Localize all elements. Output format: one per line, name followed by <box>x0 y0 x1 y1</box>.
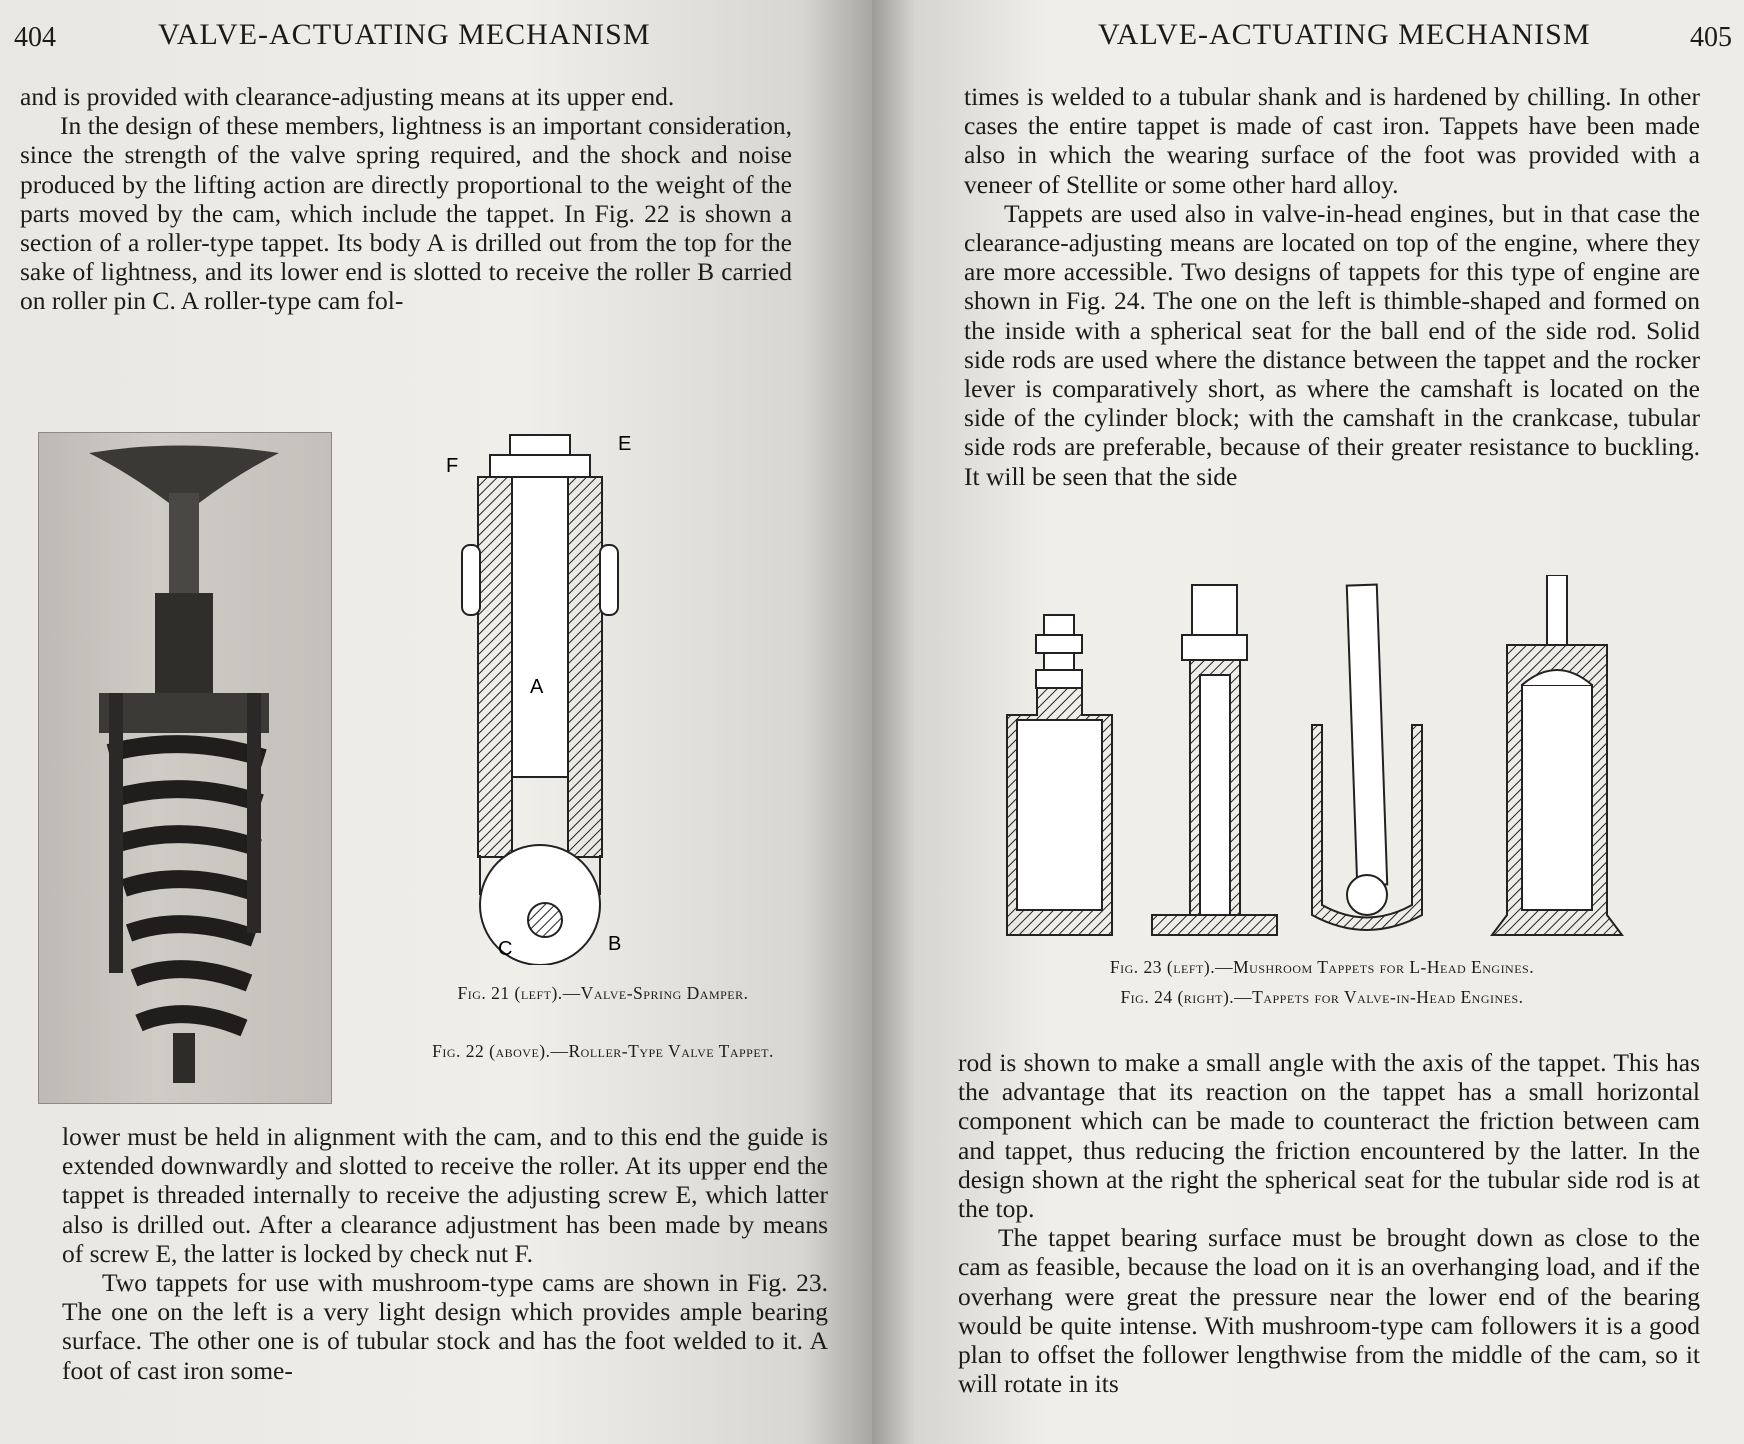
label-f: F <box>446 455 459 477</box>
right-bottom-text <box>958 1048 1700 1398</box>
paragraph: and is provided with clearance-adjusting means at its upper end. <box>20 82 675 111</box>
paragraph: rod is shown to make a small angle with the axis of the tappet. This has the advantage that its reaction on the tappet has a small horizontal component which can be made to counteract the friction between cam and tappet, thus reducing the friction encountered by the latter. In the design shown at the right the spherical seat for the tubular side rod is at the top. <box>958 1048 1700 1224</box>
running-head: VALVE-ACTUATING MECHANISM <box>158 18 651 51</box>
label-e: E <box>618 433 632 455</box>
left-bottom-text <box>62 1122 828 1385</box>
page-number: 405 <box>1690 22 1732 53</box>
right-page <box>872 0 1744 1444</box>
figure-22-caption: Fig. 22 (above).—Roller-Type Valve Tappet. <box>432 1041 774 1061</box>
paragraph: Tappets are used also in valve-in-head engines, but in that case the clearance-adjusting means are located on top of the engine, where they are more accessible. Two designs of tappets for this type of engine are shown in Fig. 24. The one on the left is thimble-shaped and formed on the inside with a spherical seat for the ball end of the side rod. Solid side rods are used where the distance between the tappet and the rocker lever is comparatively short, as where the camshaft is located on the side of the cylinder block; with the camshaft in the crankcase, tubular side rods are preferable, because of their greater resistance to buckling. It will be seen that the side <box>964 198 1700 491</box>
paragraph: The tappet bearing surface must be brought down as close to the cam as feasible, because the load on it is an overhanging load, and if the overhang were great the pressure near the lower end of the bearing would be quite intense. With mushroom-type cam followers it is a good plan to offset the follower lengthwise from the middle of the cam, so it will rotate in its <box>958 1223 1700 1399</box>
paragraph: lower must be held in alignment with the cam, and to this end the guide is extended downwardly and slotted to receive the roller. At its upper end the tappet is threaded internally to receive the adjusting screw E, which latter also is drilled out. After a clearance adjustment has been made by means of screw E, the latter is locked by check nut F. <box>62 1122 828 1268</box>
label-c: C <box>498 938 513 960</box>
paragraph: In the design of these members, lightness is an important consideration, since the strength of the valve spring required, and the shock and noise produced by the lifting action are directly proportional to the weight of the parts moved by the cam, which include the tappet. In Fig. 22 is shown a section of a roller-type tappet. Its body A is drilled out from the top for the sake of lightness, and its lower end is slotted to receive the roller B carried on roller pin C. A roller-type cam fol- <box>20 111 792 316</box>
left-top-text <box>20 82 792 316</box>
valve-spring-damper-photo <box>38 432 332 1104</box>
label-a: A <box>530 676 544 698</box>
right-top-text <box>964 82 1700 491</box>
valve-spring-damper-illustration <box>39 433 331 1103</box>
figure-23-caption: Fig. 23 (left).—Mushroom Tappets for L-Head Engines. <box>1109 957 1535 977</box>
page-number: 404 <box>14 22 56 53</box>
figure-21-caption: Fig. 21 (left).—Valve-Spring Damper. <box>457 983 749 1003</box>
paragraph: times is welded to a tubular shank and is hardened by chilling. In other cases the entire tappet is made of cast iron. Tappets have been made also in which the wearing surface of the foot was provided with a veneer of Stellite or some other hard alloy. <box>964 82 1700 199</box>
roller-tappet-drawing <box>440 425 710 965</box>
running-head: VALVE-ACTUATING MECHANISM <box>1098 18 1591 51</box>
paragraph: Two tappets for use with mushroom-type cams are shown in Fig. 23. The one on the left is a very light design which provides ample bearing surface. The other one is of tubular stock and has the foot welded to it. A foot of cast iron some- <box>62 1268 828 1385</box>
figure-24-caption: Fig. 24 (right).—Tappets for Valve-in-Head Engines. <box>1120 987 1524 1007</box>
tappets-drawing <box>1002 575 1662 945</box>
label-b: B <box>608 933 622 955</box>
